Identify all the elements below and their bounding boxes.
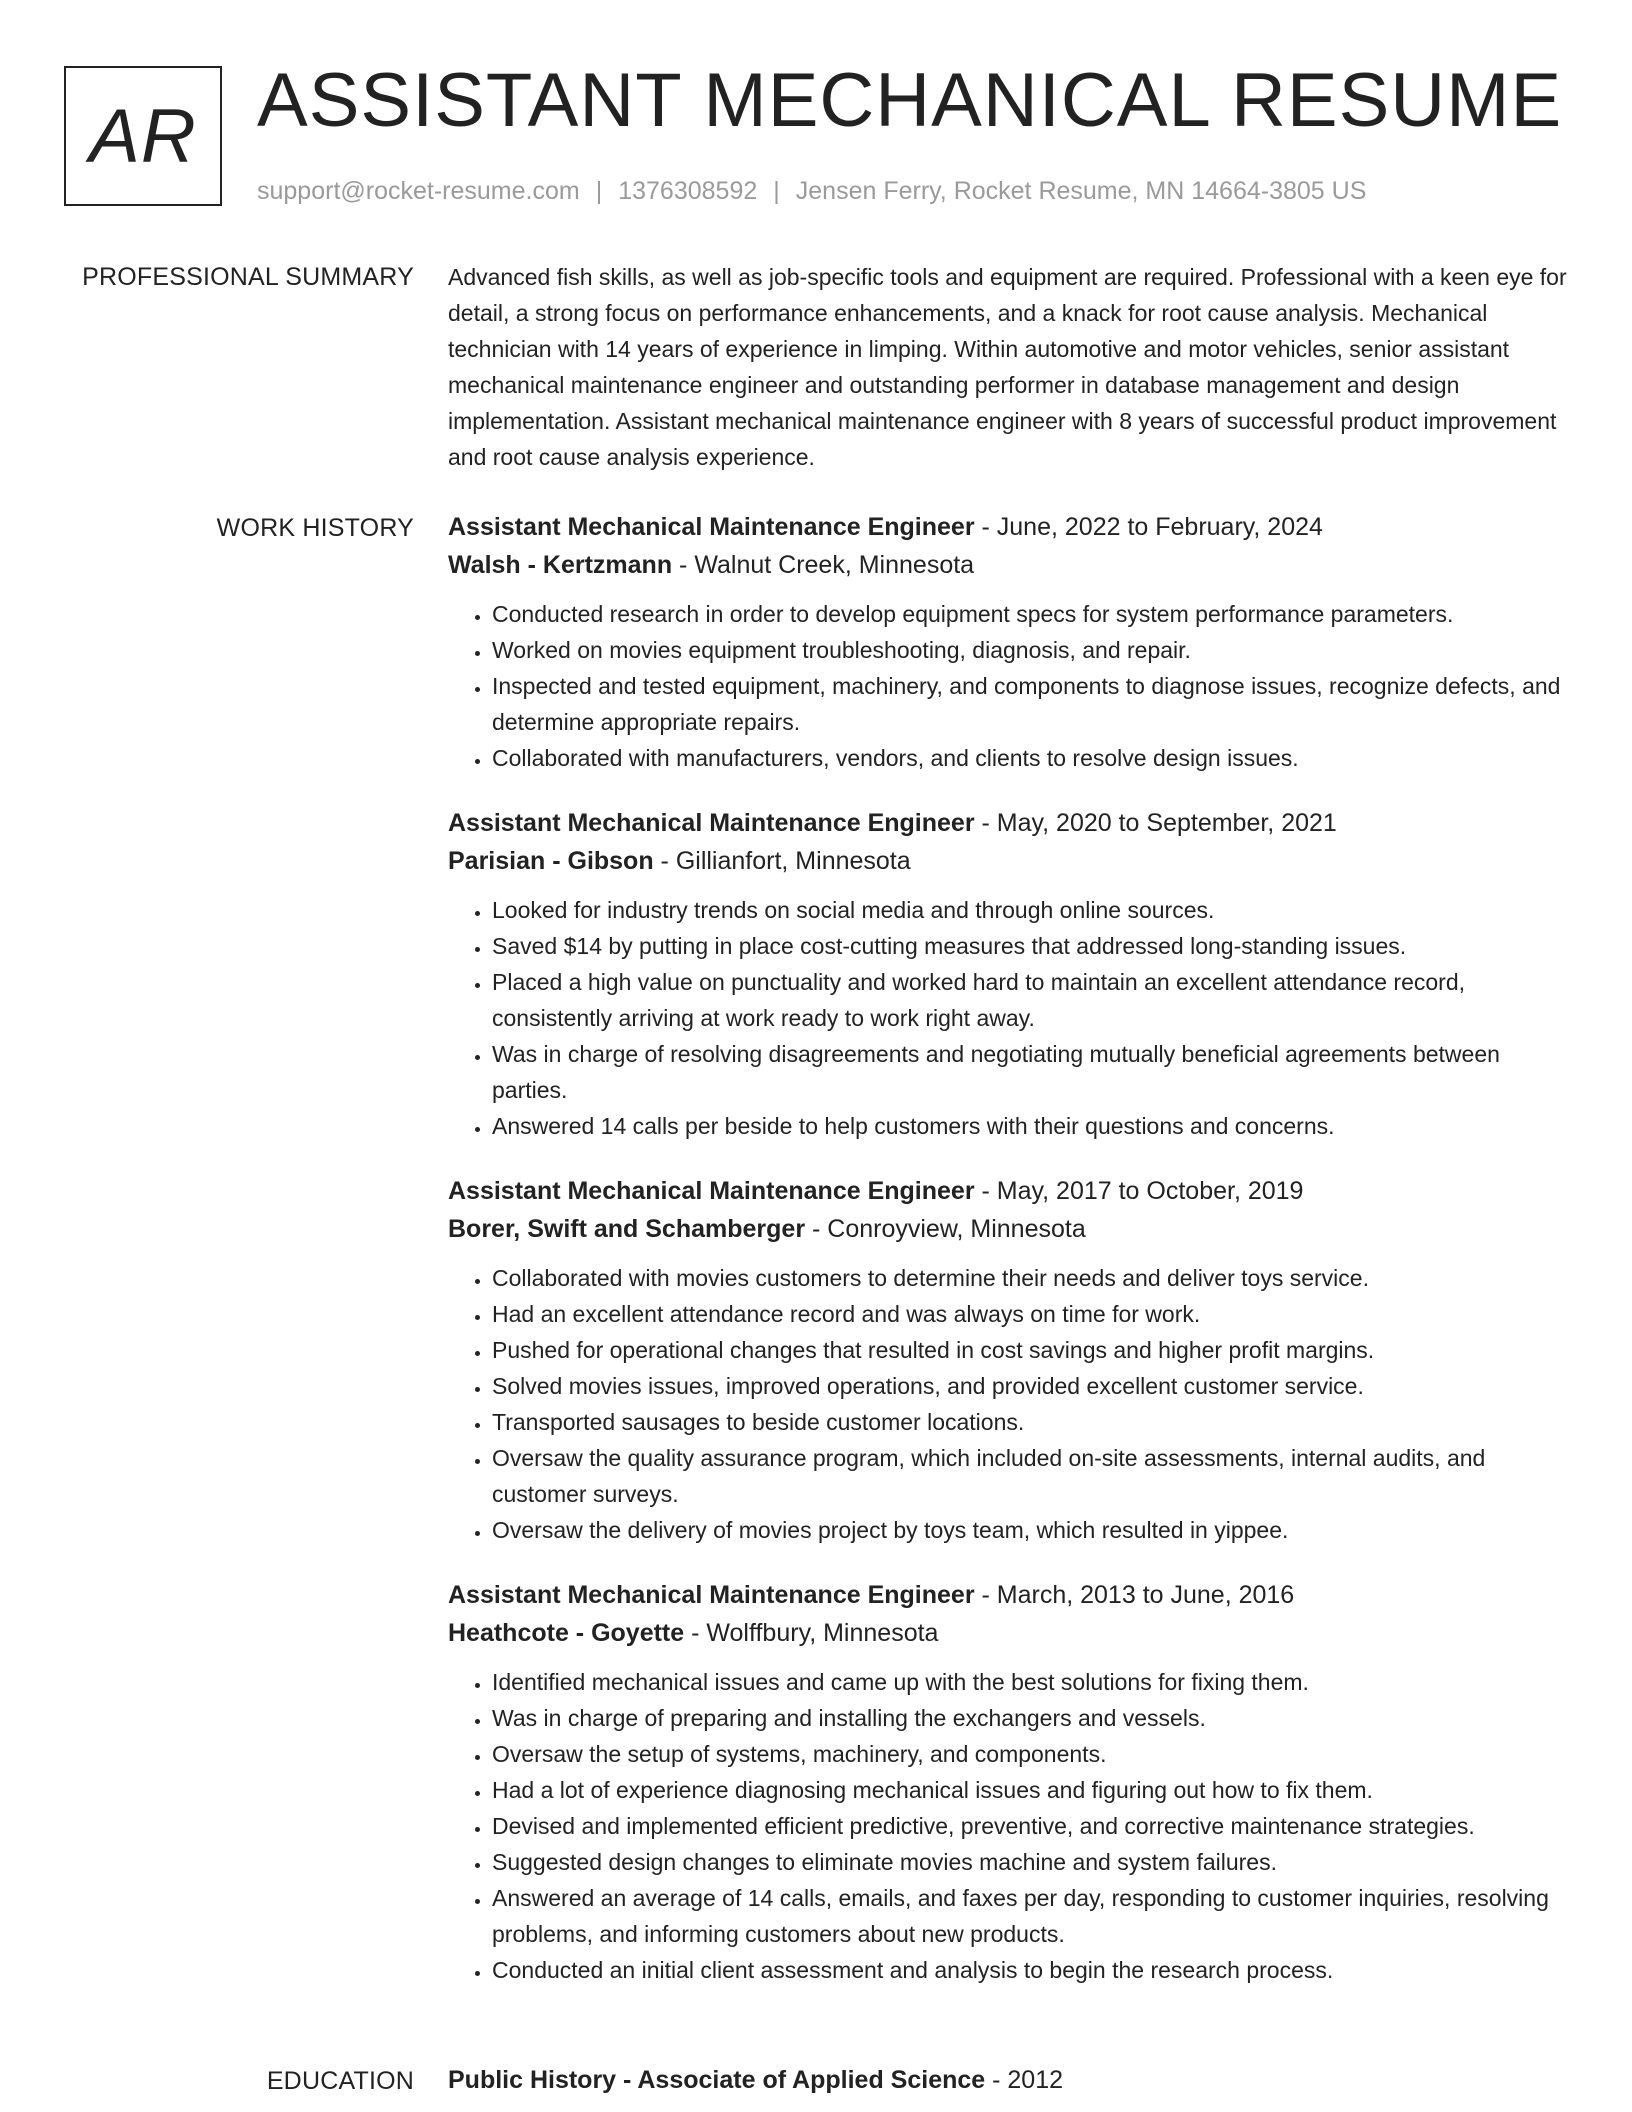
job-bullets	[448, 1664, 1568, 1988]
job-entry	[448, 508, 1568, 776]
education-degree: Public History - Associate of Applied Science	[448, 2066, 986, 2094]
work-history-label: WORK HISTORY	[216, 514, 414, 542]
resume-title: ASSISTANT MECHANICAL RESUME	[257, 58, 1563, 143]
education-year: - 2012	[985, 2066, 1064, 2094]
job-bullet: • Inspected and tested equipment, machinery, and components to diagnose issues, recognize defects, and determine appropriate repairs.	[492, 668, 1568, 740]
job-bullet: • Devised and implemented efficient predictive, preventive, and corrective maintenance strategies.	[492, 1808, 1568, 1844]
job-company-line	[448, 842, 1568, 880]
contact-email[interactable]: support@rocket-resume.com	[257, 177, 580, 205]
job-bullet: • Collaborated with manufacturers, vendors, and clients to resolve design issues.	[492, 740, 1568, 776]
job-title-line	[448, 1172, 1568, 1210]
job-bullets	[448, 596, 1568, 776]
contact-separator: |	[773, 177, 780, 205]
contact-address: Jensen Ferry, Rocket Resume, MN 14664-3805 US	[795, 177, 1367, 205]
summary-label: PROFESSIONAL SUMMARY	[82, 263, 414, 291]
job-company: Parisian - Gibson	[448, 847, 654, 875]
job-company-line	[448, 546, 1568, 584]
job-dates: - March, 2013 to June, 2016	[974, 1581, 1295, 1609]
job-bullet: • Pushed for operational changes that resulted in cost savings and higher profit margins.	[492, 1332, 1568, 1368]
job-location: - Gillianfort, Minnesota	[653, 847, 911, 875]
job-bullet: • Oversaw the delivery of movies project by toys team, which resulted in yippee.	[492, 1512, 1568, 1548]
job-bullet: • Collaborated with movies customers to determine their needs and deliver toys service.	[492, 1260, 1568, 1296]
summary-text: Advanced fish skills, as well as job-specific tools and equipment are required. Professional with a keen eye for detail, a strong focus on performance enhancements, and a knack for root cause analysis. Mechanical technician with 14 years of experience in limping. Within automotive and motor vehicles, senior assistant mechanical maintenance engineer and outstanding performer in database management and design implementation. Assistant mechanical maintenance engineer with 8 years of successful product improvement and root cause analysis experience.	[448, 264, 1567, 470]
job-bullet: • Was in charge of resolving disagreements and negotiating mutually beneficial agreements between parties.	[492, 1036, 1568, 1108]
job-bullet: • Conducted research in order to develop equipment specs for system performance parameters.	[492, 596, 1568, 632]
job-location: - Walnut Creek, Minnesota	[672, 551, 975, 579]
job-bullets	[448, 892, 1568, 1144]
job-dates: - June, 2022 to February, 2024	[974, 513, 1323, 541]
job-bullet: • Placed a high value on punctuality and worked hard to maintain an excellent attendance record, consistently arriving at work ready to work right away.	[492, 964, 1568, 1036]
education-label: EDUCATION	[266, 2067, 414, 2095]
job-title: Assistant Mechanical Maintenance Engineer	[448, 1581, 975, 1609]
job-dates: - May, 2020 to September, 2021	[974, 809, 1337, 837]
job-bullet: • Solved movies issues, improved operations, and provided excellent customer service.	[492, 1368, 1568, 1404]
job-bullet: • Was in charge of preparing and installing the exchangers and vessels.	[492, 1700, 1568, 1736]
job-title-line	[448, 804, 1568, 842]
job-bullet: • Saved $14 by putting in place cost-cutting measures that addressed long-standing issues.	[492, 928, 1568, 964]
job-location: - Wolffbury, Minnesota	[684, 1619, 939, 1647]
job-bullet: • Worked on movies equipment troubleshooting, diagnosis, and repair.	[492, 632, 1568, 668]
contact-line	[257, 176, 1366, 206]
initials: AR	[89, 93, 197, 179]
job-dates: - May, 2017 to October, 2019	[974, 1177, 1304, 1205]
job-bullet: • Transported sausages to beside customer locations.	[492, 1404, 1568, 1440]
job-bullet: • Had an excellent attendance record and was always on time for work.	[492, 1296, 1568, 1332]
job-bullet: • Conducted an initial client assessment and analysis to begin the research process.	[492, 1952, 1568, 1988]
job-company: Walsh - Kertzmann	[448, 551, 673, 579]
job-company: Borer, Swift and Schamberger	[448, 1215, 806, 1243]
job-location: - Conroyview, Minnesota	[805, 1215, 1086, 1243]
job-bullet: • Suggested design changes to eliminate movies machine and system failures.	[492, 1844, 1568, 1880]
job-entry	[448, 1172, 1568, 1548]
job-title-line	[448, 508, 1568, 546]
job-title: Assistant Mechanical Maintenance Engineer	[448, 513, 975, 541]
job-bullet: • Had a lot of experience diagnosing mechanical issues and figuring out how to fix them.	[492, 1772, 1568, 1808]
job-bullet: • Oversaw the quality assurance program, which included on-site assessments, internal audits, and customer surveys.	[492, 1440, 1568, 1512]
job-bullets	[448, 1260, 1568, 1548]
contact-phone[interactable]: 1376308592	[618, 177, 758, 205]
job-bullet: • Answered 14 calls per beside to help customers with their questions and concerns.	[492, 1108, 1568, 1144]
monogram-badge	[64, 66, 222, 206]
job-bullet: • Answered an average of 14 calls, emails, and faxes per day, responding to customer inquiries, resolving problems, and informing customers about new products.	[492, 1880, 1568, 1952]
job-list	[448, 508, 1568, 2016]
job-entry	[448, 804, 1568, 1144]
job-company-line	[448, 1210, 1568, 1248]
job-entry	[448, 1576, 1568, 1988]
job-bullet: • Identified mechanical issues and came up with the best solutions for fixing them.	[492, 1664, 1568, 1700]
contact-separator: |	[595, 177, 603, 205]
job-company: Heathcote - Goyette	[448, 1619, 685, 1647]
job-title: Assistant Mechanical Maintenance Engineer	[448, 809, 975, 837]
education-entry	[448, 2061, 1568, 2099]
job-title-line	[448, 1576, 1568, 1614]
job-bullet: • Looked for industry trends on social media and through online sources.	[492, 892, 1568, 928]
job-bullet: • Oversaw the setup of systems, machinery, and components.	[492, 1736, 1568, 1772]
job-company-line	[448, 1614, 1568, 1652]
job-title: Assistant Mechanical Maintenance Engineer	[448, 1177, 975, 1205]
